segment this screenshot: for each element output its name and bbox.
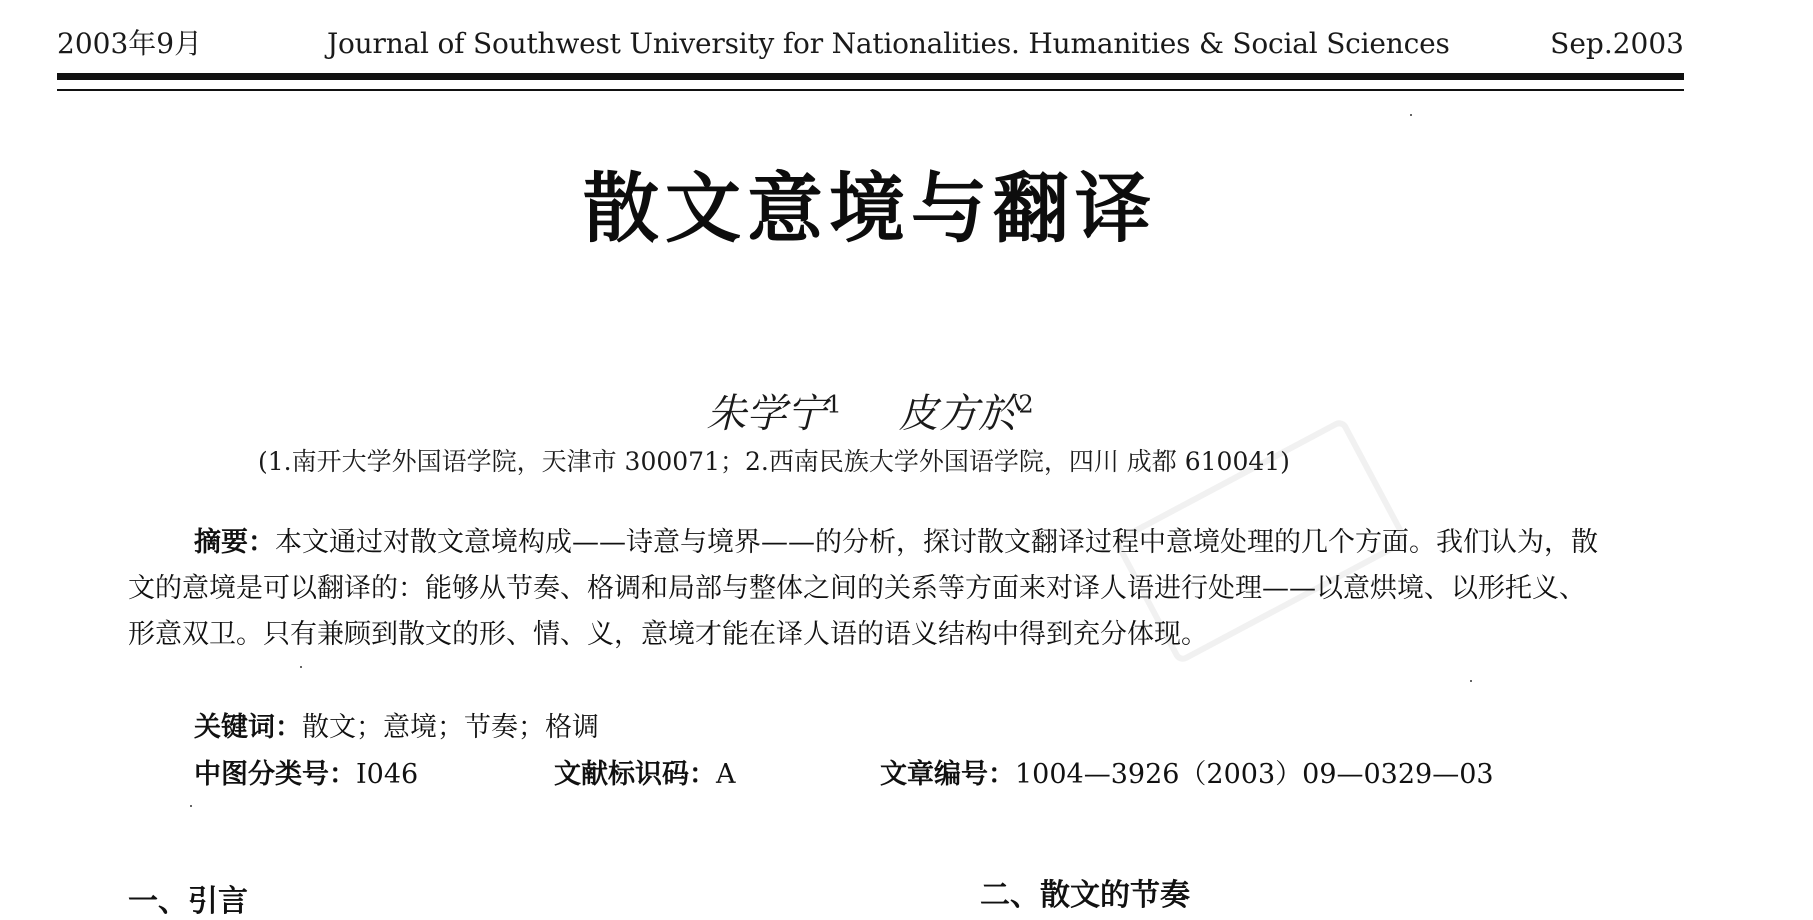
abstract-label: 摘要： [194, 527, 275, 558]
doc-code-value: A [716, 759, 736, 790]
scan-speck [300, 666, 302, 668]
author-1 [706, 382, 841, 439]
clc-label: 中图分类号： [194, 759, 356, 790]
author-2 [898, 382, 1033, 439]
author-2-sup: 2 [1018, 390, 1034, 419]
scan-speck [190, 805, 192, 807]
clc-value: I046 [356, 759, 419, 790]
article-no-value: 1004—3926（2003）09—0329—03 [1015, 759, 1494, 790]
abstract-text: 本文通过对散文意境构成——诗意与境界——的分析，探讨散文翻译过程中意境处理的几个方面。我们认为，散文的意境是可以翻译的：能够从节奏、格调和局部与整体之间的关系等方面来对译人语进行处理——以意烘境、以形托义、形意双卫。只有兼顾到散文的形、情、义，意境才能在译人语的语义结构中得到充分体现。 [128, 527, 1598, 650]
doc-code-label: 文献标识码： [554, 759, 716, 790]
author-2-name: 皮方於 [898, 391, 1019, 437]
keywords-label: 关键词： [194, 712, 302, 743]
article-no-label: 文章编号： [880, 759, 1015, 790]
abstract [128, 520, 1608, 658]
keywords-text: 散文；意境；节奏；格调 [302, 712, 599, 743]
header-rule-thin [57, 89, 1684, 91]
author-1-sup: 1 [826, 390, 842, 419]
header-rule-thick [57, 73, 1684, 80]
document-code [554, 752, 736, 791]
affiliations: (1.南开大学外国语学院，天津市 300071；2.西南民族大学外国语学院，四川 成都 610041) [258, 447, 1290, 476]
author-1-name: 朱学宁 [706, 391, 827, 437]
clc-number [194, 752, 418, 791]
author-line [0, 382, 1740, 439]
issue-date-en: Sep.2003 [1550, 27, 1684, 60]
keywords [194, 705, 599, 744]
journal-title: Journal of Southwest University for Nationalities. Humanities & Social Sciences [327, 27, 1450, 60]
scan-speck [1470, 680, 1472, 682]
article-number [880, 752, 1494, 791]
section-heading-introduction: 一、引言 [128, 884, 248, 919]
issue-date-cn: 2003年9月 [57, 27, 203, 60]
article-title: 散文意境与翻译 [583, 164, 1157, 253]
journal-header [57, 24, 1684, 64]
section-heading-rhythm: 二、散文的节奏 [980, 878, 1190, 913]
scan-speck [1410, 114, 1412, 116]
